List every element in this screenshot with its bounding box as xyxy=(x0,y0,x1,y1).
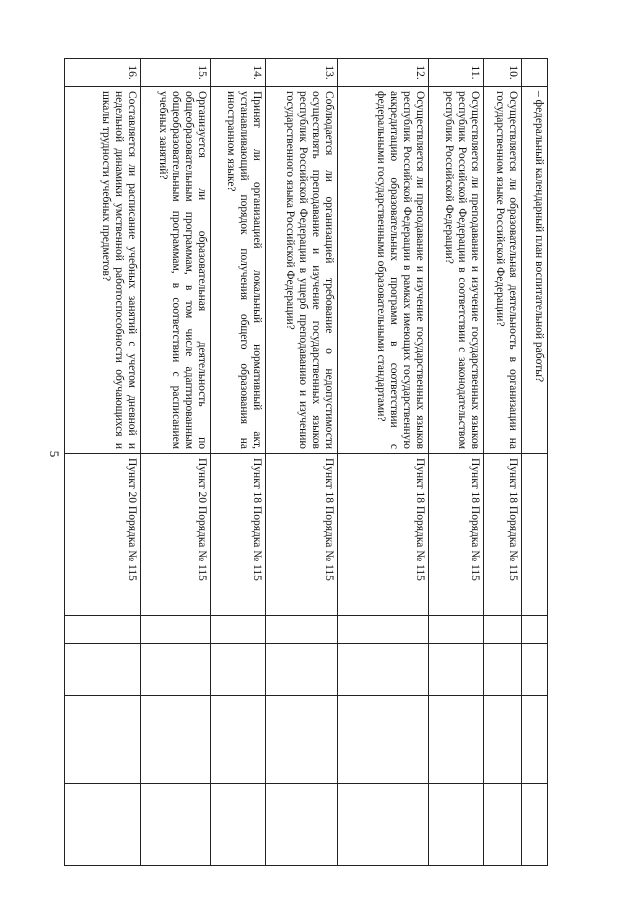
blank-cell xyxy=(429,616,484,644)
blank-cell xyxy=(141,696,211,784)
row-number: 11. xyxy=(429,59,484,87)
blank-cell xyxy=(65,696,141,784)
blank-cell xyxy=(484,616,522,644)
blank-cell xyxy=(65,616,141,644)
blank-cell xyxy=(484,696,522,784)
blank-cell xyxy=(338,644,429,696)
blank-cell xyxy=(338,696,429,784)
table-row xyxy=(522,59,548,866)
checklist-table xyxy=(64,58,548,866)
reference-cell: Пункт 18 Порядка № 115 xyxy=(338,454,429,616)
question-cell: Составляется ли расписание учебных занятий с учетом дневной и недельной динамики умственной работоспособности обучающихся и шкалы трудности учебных предметов? xyxy=(65,87,141,454)
question-cell: Организуется ли образовательная деятельность по общеобразовательным программам, в том числе адаптированным общеобразовательным программам, в соответствии с расписанием учебных занятий? xyxy=(141,87,211,454)
blank-cell xyxy=(141,616,211,644)
blank-cell xyxy=(429,644,484,696)
blank-cell xyxy=(211,616,266,644)
blank-cell xyxy=(211,784,266,866)
reference-cell: Пункт 18 Порядка № 115 xyxy=(484,454,522,616)
blank-cell xyxy=(141,644,211,696)
blank-cell xyxy=(522,784,548,866)
row-number: 16. xyxy=(65,59,141,87)
blank-cell xyxy=(65,784,141,866)
table-row xyxy=(484,59,522,866)
blank-cell xyxy=(65,644,141,696)
blank-cell xyxy=(211,696,266,784)
table-row xyxy=(65,59,141,866)
blank-cell xyxy=(484,644,522,696)
page-number: 5 xyxy=(47,450,62,458)
row-number: 15. xyxy=(141,59,211,87)
question-cell: – федеральный календарный план воспитательной работы? xyxy=(522,87,548,454)
blank-cell xyxy=(522,644,548,696)
question-cell: Осуществляется ли преподавание и изучение государственных языков республик Российской Федерации в рамках имеющих государственную аккредитацию образовательных программ в соответствии с федеральными государственными образовательными стандартами? xyxy=(338,87,429,454)
blank-cell xyxy=(141,784,211,866)
blank-cell xyxy=(484,784,522,866)
blank-cell xyxy=(522,616,548,644)
checklist-table-rotated xyxy=(65,58,548,865)
question-cell: Осуществляется ли преподавание и изучение государственных языков республик Российской Федерации в соответствии с законодательством республик Российской Федерации? xyxy=(429,87,484,454)
question-cell: Осуществляется ли образовательная деятельность в организации на государственном языке Российской Федерации? xyxy=(484,87,522,454)
blank-cell xyxy=(338,616,429,644)
row-number: 12. xyxy=(338,59,429,87)
reference-cell: Пункт 20 Порядка № 115 xyxy=(65,454,141,616)
blank-cell xyxy=(266,616,338,644)
question-cell: Соблюдается ли организацией требование о недопустимости осуществлять преподавание и изучение государственных языков республик Российской Федерации в ущерб преподаванию и изучению государственного языка Российской Федерации? xyxy=(266,87,338,454)
row-number: 10. xyxy=(484,59,522,87)
reference-cell: Пункт 18 Порядка № 115 xyxy=(429,454,484,616)
row-number: 13. xyxy=(266,59,338,87)
blank-cell xyxy=(338,784,429,866)
blank-cell xyxy=(522,696,548,784)
reference-cell: Пункт 18 Порядка № 115 xyxy=(211,454,266,616)
blank-cell xyxy=(429,784,484,866)
row-number: 14. xyxy=(211,59,266,87)
table-row xyxy=(338,59,429,866)
table-row xyxy=(141,59,211,866)
blank-cell xyxy=(266,696,338,784)
table-row xyxy=(211,59,266,866)
table-row xyxy=(266,59,338,866)
table-row xyxy=(429,59,484,866)
blank-cell xyxy=(266,644,338,696)
row-number xyxy=(522,59,548,87)
reference-cell: Пункт 20 Порядка № 115 xyxy=(141,454,211,616)
reference-cell: Пункт 18 Порядка № 115 xyxy=(266,454,338,616)
blank-cell xyxy=(266,784,338,866)
blank-cell xyxy=(211,644,266,696)
blank-cell xyxy=(429,696,484,784)
question-cell: Принят ли организацией локальный нормативный акт, устанавливающий порядок получения общего образования на иностранном языке? xyxy=(211,87,266,454)
reference-cell xyxy=(522,454,548,616)
